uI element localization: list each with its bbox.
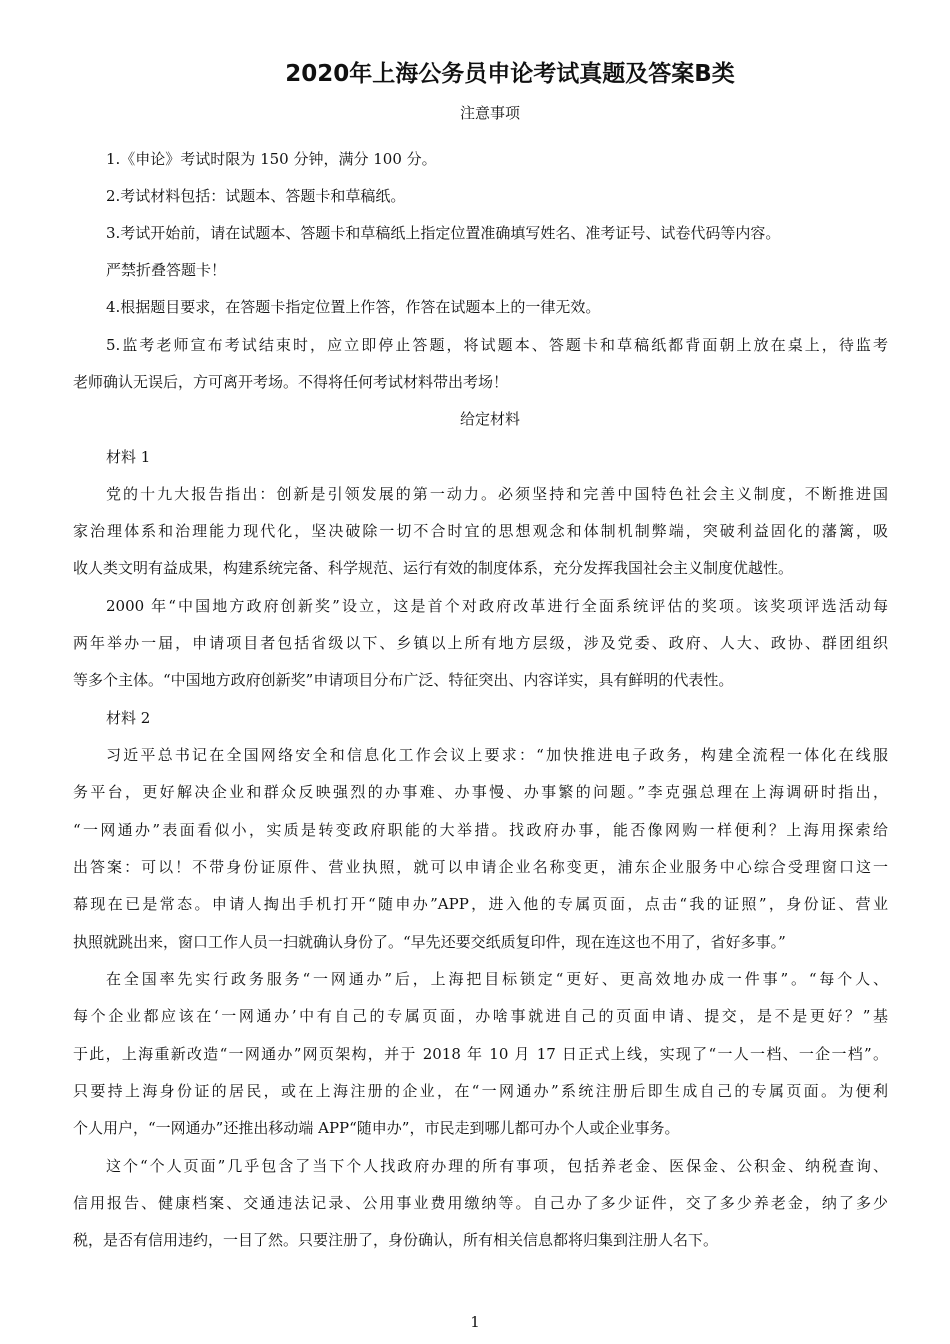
paragraph-line: 两年举办一届，申请项目者包括省级以下、乡镇以上所有地方层级，涉及党委、政府、人大、政协、群团组织 xyxy=(73,634,888,652)
paragraph-line: 出答案：可以！不带身份证原件、营业执照，就可以申请企业名称变更，浦东企业服务中心综合受理窗口这一 xyxy=(73,858,888,876)
page-number: 1 xyxy=(470,1313,480,1331)
notice-item: 3.考试开始前，请在试题本、答题卡和草稿纸上指定位置准确填写姓名、准考证号、试卷代码等内容。 xyxy=(106,224,781,242)
paragraph-line: 只要持上海身份证的居民，或在上海注册的企业，在“一网通办”系统注册后即生成自己的专属页面。为便利 xyxy=(73,1082,888,1100)
paragraph-line: 税，是否有信用违约，一目了然。只要注册了，身份确认，所有相关信息都将归集到注册人名下。 xyxy=(73,1231,719,1249)
notice-item: 1.《申论》考试时限为 150 分钟，满分 100 分。 xyxy=(106,150,437,168)
notice-item: 4.根据题目要求，在答题卡指定位置上作答，作答在试题本上的一律无效。 xyxy=(106,298,601,316)
notice-item: 老师确认无误后，方可离开考场。不得将任何考试材料带出考场！ xyxy=(73,373,509,391)
notice-item: 5.监考老师宣布考试结束时，应立即停止答题，将试题本、答题卡和草稿纸都背面朝上放在桌上，待监考 xyxy=(106,336,888,354)
paragraph-line: 务平台，更好解决企业和群众反映强烈的办事难、办事慢、办事繁的问题。”李克强总理在上海调研时指出， xyxy=(73,783,888,801)
notice-item: 2.考试材料包括：试题本、答题卡和草稿纸。 xyxy=(106,187,406,205)
paragraph-line: 执照就跳出来，窗口工作人员一扫就确认身份了。“早先还要交纸质复印件，现在连这也不用了，省好多事。” xyxy=(73,933,786,951)
paragraph-line: 信用报告、健康档案、交通违法记录、公用事业费用缴纳等。自己办了多少证件，交了多少养老金，纳了多少 xyxy=(73,1194,888,1212)
document-title: 2020年上海公务员申论考试真题及答案B类 xyxy=(285,61,735,87)
material-2-label: 材料 2 xyxy=(106,709,151,727)
paragraph-line: 党的十九大报告指出：创新是引领发展的第一动力。必须坚持和完善中国特色社会主义制度，不断推进国 xyxy=(106,485,888,503)
paragraph-line: 个人用户，“一网通办”还推出移动端 APP“随申办”，市民走到哪儿都可办个人或企业事务。 xyxy=(73,1119,680,1137)
notice-item: 严禁折叠答题卡！ xyxy=(106,261,227,279)
notice-heading: 注意事项 xyxy=(459,104,520,122)
materials-heading: 给定材料 xyxy=(459,410,520,428)
paragraph-line: 于此，上海重新改造“一网通办”网页架构，并于 2018 年 10 月 17 日正式上线，实现了“一人一档、一企一档”。 xyxy=(73,1045,888,1063)
paragraph-line: 家治理体系和治理能力现代化，坚决破除一切不合时宜的思想观念和体制机制弊端，突破利益固化的藩篱，吸 xyxy=(73,522,888,540)
paragraph-line: 等多个主体。“中国地方政府创新奖”申请项目分布广泛、特征突出、内容详实，具有鲜明的代表性。 xyxy=(73,671,734,689)
paragraph-line: 这个“个人页面”几乎包含了当下个人找政府办理的所有事项，包括养老金、医保金、公积金、纳税查询、 xyxy=(106,1157,888,1175)
paragraph-line: “一网通办”表面看似小，实质是转变政府职能的大举措。找政府办事，能否像网购一样便利？上海用探索给 xyxy=(73,821,888,839)
paragraph-line: 幕现在已是常态。申请人掏出手机打开“随申办”APP，进入他的专属页面，点击“我的证照”，身份证、营业 xyxy=(73,895,888,913)
paragraph-line: 2000 年“中国地方政府创新奖”设立，这是首个对政府改革进行全面系统评估的奖项。该奖项评选活动每 xyxy=(106,597,888,615)
material-1-label: 材料 1 xyxy=(106,448,151,466)
paragraph-line: 习近平总书记在全国网络安全和信息化工作会议上要求：“加快推进电子政务，构建全流程一体化在线服 xyxy=(106,746,888,764)
paragraph-line: 每个企业都应该在‘一网通办’中有自己的专属页面，办啥事就进自己的页面申请、提交，是不是更好？”基 xyxy=(73,1007,888,1025)
paragraph-line: 收人类文明有益成果，构建系统完备、科学规范、运行有效的制度体系，充分发挥我国社会主义制度优越性。 xyxy=(73,559,794,577)
paragraph-line: 在全国率先实行政务服务“一网通办”后，上海把目标锁定“更好、更高效地办成一件事”。“每个人、 xyxy=(106,970,888,988)
